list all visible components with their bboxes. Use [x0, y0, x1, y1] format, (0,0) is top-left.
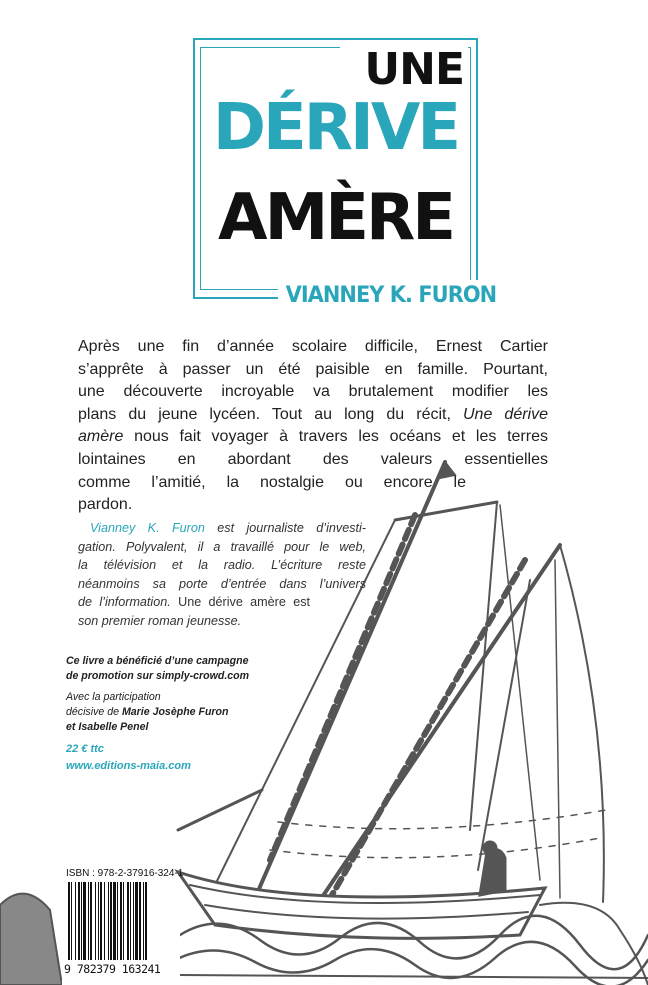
synopsis-line: pardon. — [78, 496, 133, 514]
part-name: Isabelle Penel — [78, 721, 149, 733]
barcode-bar — [95, 882, 96, 960]
barcode-bar — [145, 882, 147, 960]
bio-text: est journaliste d’investi- — [217, 521, 366, 535]
synopsis-line — [78, 426, 548, 449]
bio-text: de l’information. — [78, 595, 171, 610]
barcode-bar — [130, 882, 131, 960]
barcode-bar — [117, 882, 118, 960]
synopsis-line: une découverte incroyable va brutalement modifier les — [78, 383, 548, 401]
part-line: Avec la participation — [66, 691, 161, 703]
barcode-bar — [133, 882, 134, 960]
synopsis-line — [78, 404, 548, 427]
synopsis-line: s’apprête à passer un été paisible en famille. Pourtant, — [78, 360, 548, 378]
part-line — [66, 705, 229, 720]
crowd-line: Ce livre a bénéficié d’une campagne — [66, 655, 249, 667]
bio-author-name: Vianney K. Furon — [90, 521, 205, 535]
synopsis-title-italic: amère — [78, 428, 124, 446]
barcode-bar — [75, 882, 76, 960]
part-line — [66, 720, 229, 735]
title-une: UNE — [340, 44, 468, 96]
author-name: VIANNEY K. FURON — [278, 280, 504, 312]
barcode-bar — [68, 882, 70, 960]
barcode-bar — [139, 882, 141, 960]
bio-line: néanmoins sa porte d’entrée dans l’univers — [78, 576, 366, 591]
barcode-bar — [83, 882, 86, 960]
bio-line: son premier roman jeunesse. — [78, 613, 242, 628]
bio-line — [78, 519, 366, 538]
barcode-bars — [66, 882, 178, 962]
barcode-bar — [81, 882, 82, 960]
website-link[interactable]: www.editions-maia.com — [66, 760, 191, 772]
barcode-bar — [127, 882, 129, 960]
price: 22 € ttc — [66, 743, 104, 755]
barcode-bar — [88, 882, 89, 960]
synopsis-text: nous fait voyager à travers les océans et les terres — [134, 428, 548, 446]
crowd-line: de promotion sur simply-crowd.com — [66, 670, 250, 682]
author-bio — [78, 519, 366, 631]
bio-line: gation. Polyvalent, il a travaillé pour le web, — [78, 539, 366, 554]
barcode-bar — [78, 882, 80, 960]
title-derive: DÉRIVE — [212, 91, 459, 165]
bio-line: la télévision et la radio. L’écriture reste — [78, 558, 366, 573]
participation-note — [66, 690, 229, 735]
barcode-bar — [143, 882, 144, 960]
barcode-bar — [98, 882, 99, 960]
title-amere: AMÈRE — [218, 181, 453, 255]
synopsis-title-italic: Une dérive — [463, 405, 548, 423]
synopsis-text: plans du jeune lycéen. Tout au long du récit, — [78, 405, 451, 423]
barcode-bar — [104, 882, 105, 960]
price-block — [66, 741, 191, 775]
synopsis-line: Après une fin d’année scolaire difficile, Ernest Cartier — [78, 338, 548, 355]
barcode-bar — [135, 882, 138, 960]
barcode-bar — [90, 882, 92, 960]
barcode-bar — [110, 882, 112, 960]
bio-title: Une dérive amère est — [178, 595, 311, 610]
barcode-bar — [120, 882, 122, 960]
synopsis-line: lointaines en abordant des valeurs essentielles — [78, 450, 548, 468]
crowdfunding-note — [66, 654, 249, 684]
part-prefix: et — [66, 721, 76, 733]
part-prefix: décisive de — [66, 706, 119, 718]
barcode-bar — [71, 882, 72, 960]
barcode-bar — [113, 882, 116, 960]
bio-line — [78, 593, 310, 612]
synopsis — [78, 336, 548, 517]
isbn-label: ISBN : 978-2-37916-324-1 — [66, 868, 184, 879]
barcode-bar — [123, 882, 124, 960]
part-name: Marie Josèphe Furon — [121, 706, 229, 718]
synopsis-line: comme l’amitié, la nostalgie ou encore le — [78, 473, 466, 491]
barcode-bar — [108, 882, 109, 960]
barcode-bar — [100, 882, 102, 960]
barcode — [62, 880, 180, 985]
barcode-digits: 9 782379 163241 — [64, 962, 161, 976]
